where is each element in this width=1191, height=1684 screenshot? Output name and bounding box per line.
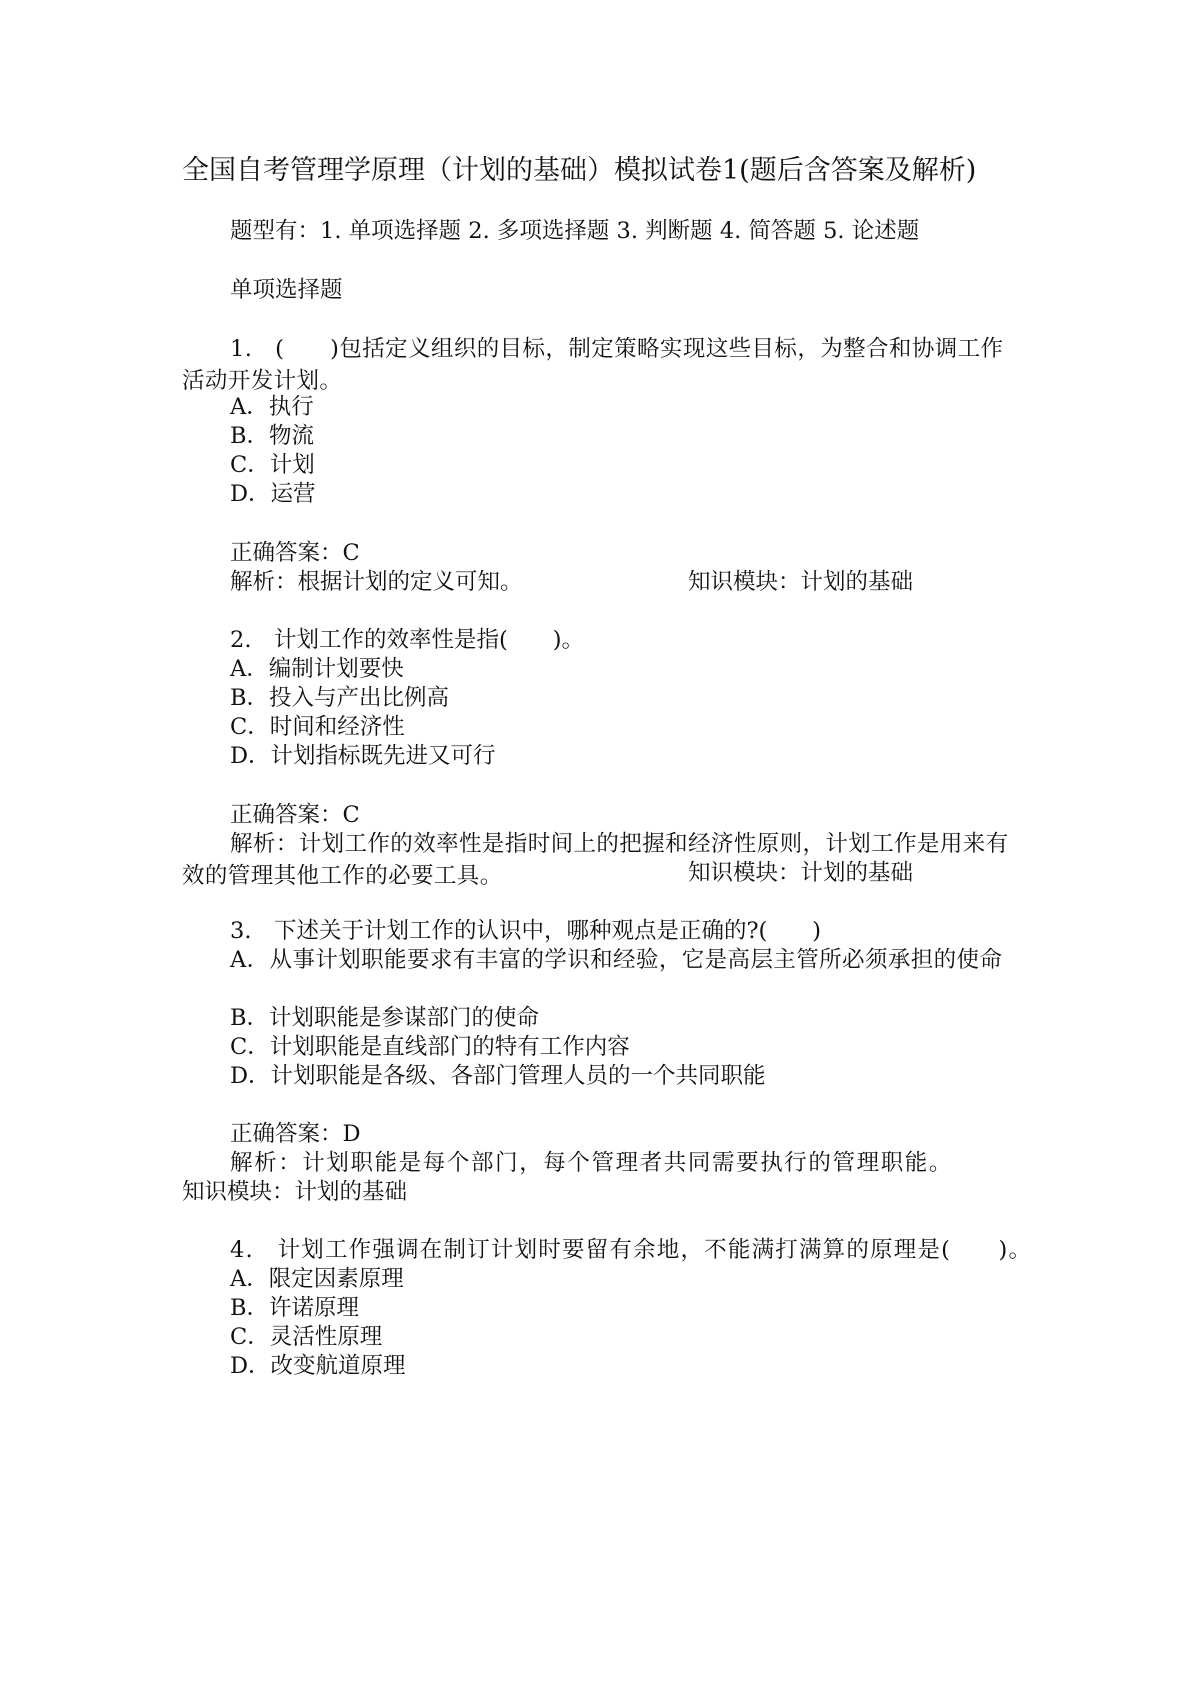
question-3-module: 知识模块：计划的基础 [182,1179,408,1205]
question-3-answer: 正确答案：D [230,1121,361,1147]
question-4-option-a: A．限定因素原理 [230,1266,404,1292]
question-3-option-c: C．计划职能是直线部门的特有工作内容 [230,1034,630,1060]
question-1-answer: 正确答案：C [230,540,360,566]
question-3-option-b: B．计划职能是参谋部门的使命 [230,1005,540,1031]
question-2-option-d: D．计划指标既先进又可行 [230,743,496,769]
question-1-module: 知识模块：计划的基础 [688,569,914,595]
question-1-stem: 1. ( )包括定义组织的目标，制定策略实现这些目标，为整合和协调工作活动开发计划。 [182,336,1004,394]
section-heading: 单项选择题 [230,277,343,303]
question-4-option-c: C．灵活性原理 [230,1324,383,1350]
question-types-line: 题型有：1. 单项选择题 2. 多项选择题 3. 判断题 4. 简答题 5. 论述题 [230,218,920,244]
question-2-stem: 2. 计划工作的效率性是指( )。 [230,627,585,653]
question-2-module: 知识模块：计划的基础 [688,860,914,886]
document-title: 全国自考管理学原理（计划的基础）模拟试卷1(题后含答案及解析) [182,155,977,186]
question-4-stem: 4. 计划工作强调在制订计划时要留有余地，不能满打满算的原理是( )。 [230,1237,1033,1263]
question-4-option-d: D．改变航道原理 [230,1353,406,1379]
question-2-option-c: C．时间和经济性 [230,714,405,740]
question-1-option-b: B．物流 [230,423,315,449]
question-1-option-a: A．执行 [230,394,314,420]
question-1-option-c: C．计划 [230,452,315,478]
question-3-option-d: D．计划职能是各级、各部门管理人员的一个共同职能 [230,1063,766,1089]
question-1-analysis: 解析：根据计划的定义可知。 [230,569,523,595]
question-3-option-a: A．从事计划职能要求有丰富的学识和经验，它是高层主管所必须承担的使命 [230,947,1003,973]
question-2-option-a: A．编制计划要快 [230,656,404,682]
question-2-answer: 正确答案：C [230,802,360,828]
question-1-option-d: D．运营 [230,481,316,507]
question-2-analysis: 解析：计划工作的效率性是指时间上的把握和经济性原则，计划工作是用来有效的管理其他工作的必要工具。 [182,831,1009,889]
question-2-option-b: B．投入与产出比例高 [230,685,450,711]
question-3-stem: 3. 下述关于计划工作的认识中，哪种观点是正确的?( ) [230,918,822,944]
question-4-option-b: B．许诺原理 [230,1295,360,1321]
question-3-analysis: 解析：计划职能是每个部门，每个管理者共同需要执行的管理职能。 [230,1150,954,1176]
